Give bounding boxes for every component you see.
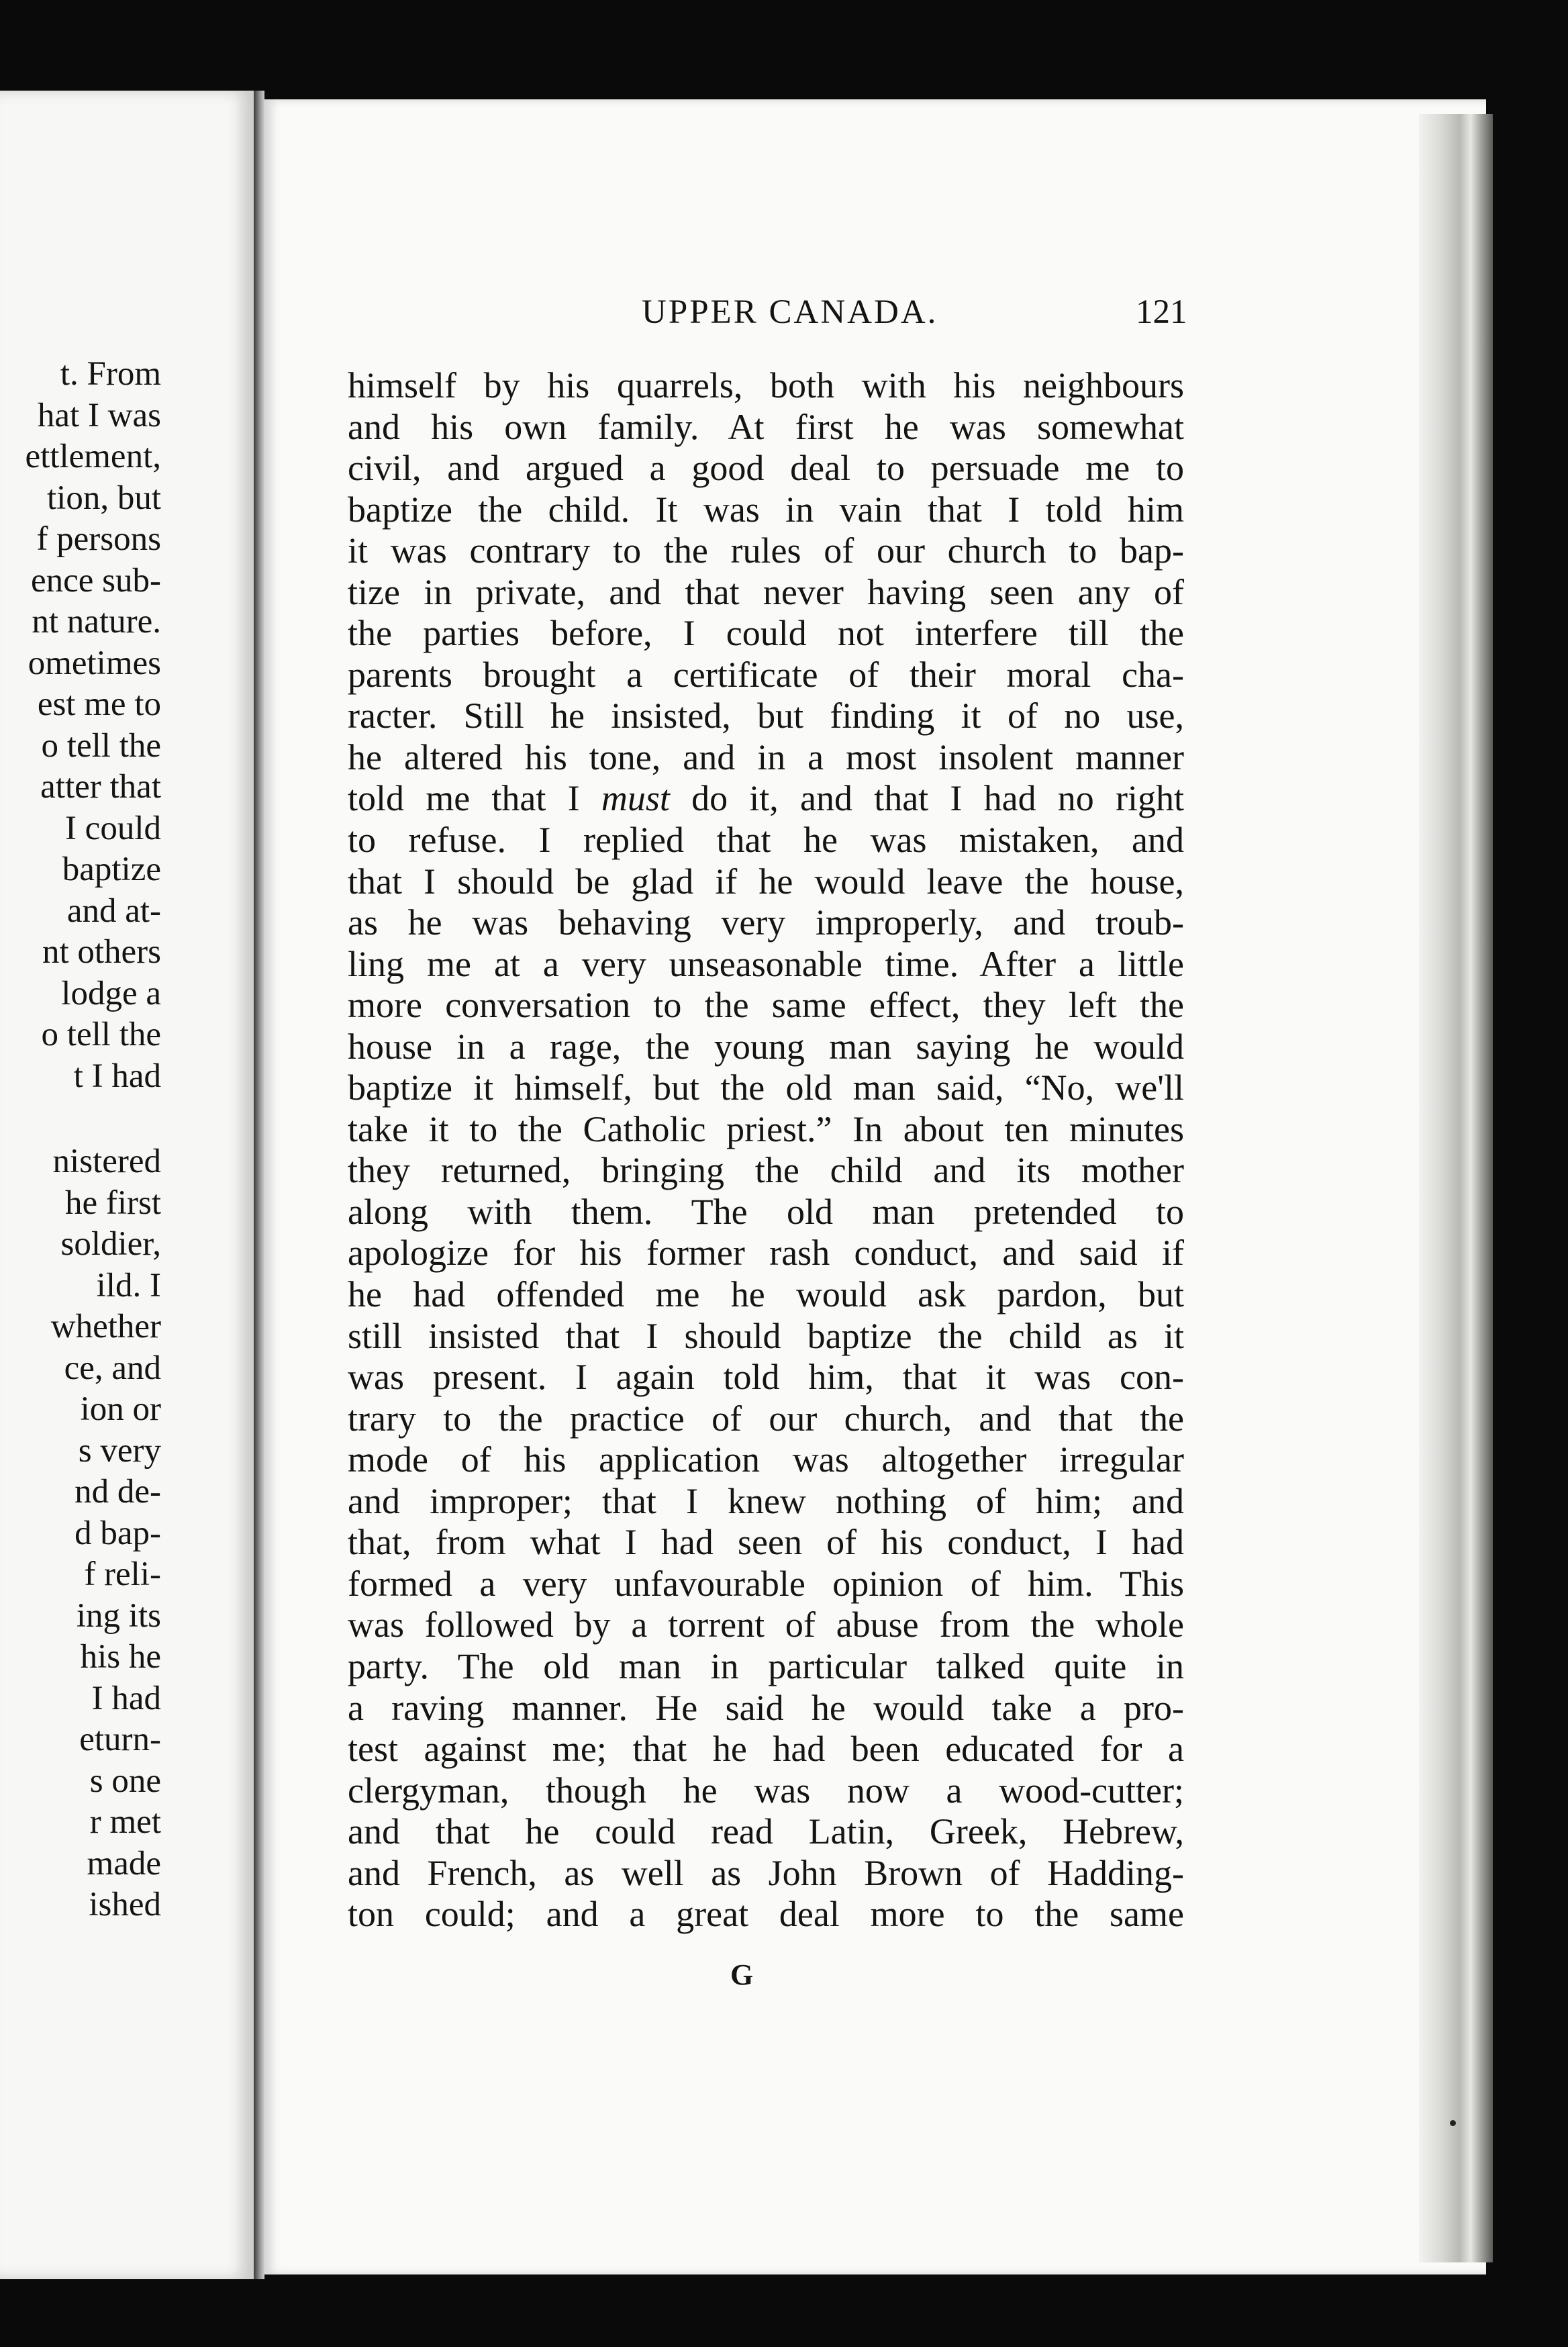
text-line: was present. I again told him, that it was con-	[348, 1357, 1184, 1398]
left-page-line: r met	[89, 1803, 161, 1841]
text-line: that, from what I had seen of his conduct, I had	[348, 1522, 1184, 1563]
text-line: house in a rage, the young man saying he would	[348, 1026, 1184, 1067]
text-line: ton could; and a great deal more to the same	[348, 1894, 1184, 1935]
left-page-line: tion, but	[46, 479, 161, 517]
text-line: as he was behaving very improperly, and troub-	[348, 902, 1184, 943]
text-line: a raving manner. He said he would take a pro-	[348, 1687, 1184, 1728]
text-line: baptize it himself, but the old man said, “No, we'll	[348, 1067, 1184, 1108]
text-line: trary to the practice of our church, and that the	[348, 1398, 1184, 1439]
left-page-line: I had	[91, 1679, 161, 1717]
left-page-line: made	[87, 1844, 161, 1882]
text-line: clergyman, though he was now a wood-cutter;	[348, 1770, 1184, 1811]
left-page-line: eturn-	[79, 1721, 161, 1758]
left-page-line: ished	[89, 1886, 161, 1923]
book-gutter	[254, 91, 264, 2279]
text-line: was followed by a torrent of abuse from the whole	[348, 1604, 1184, 1645]
left-page-line: whether	[50, 1308, 161, 1345]
left-page-line: nt others	[42, 933, 161, 971]
text-line: party. The old man in particular talked quite in	[348, 1645, 1184, 1686]
left-page-line: s very	[78, 1431, 161, 1470]
signature-mark: G	[730, 1958, 754, 1991]
text-line: formed a very unfavourable opinion of him. This	[348, 1563, 1184, 1604]
page-edge	[1419, 114, 1493, 2262]
left-page-line: I could	[64, 809, 161, 847]
text-line: take it to the Catholic priest.” In about ten minutes	[348, 1108, 1184, 1149]
text-line: himself by his quarrels, both with his neighbours	[348, 365, 1184, 405]
text-line: still insisted that I should baptize the child as it	[348, 1315, 1184, 1356]
text-line: more conversation to the same effect, they left the	[348, 985, 1184, 1026]
left-page-line: hat I was	[37, 396, 161, 434]
text-line: tize in private, and that never having seen any of	[348, 571, 1184, 612]
left-page-text	[25, 354, 161, 1926]
body-text	[348, 365, 1184, 1935]
text-line: he altered his tone, and in a most insolent manner	[348, 736, 1184, 777]
text-line: and his own family. At first he was somewhat	[348, 406, 1184, 447]
left-page-line: soldier,	[60, 1225, 161, 1263]
left-page-line: ence sub-	[31, 561, 161, 600]
text-line: they returned, bringing the child and its mother	[348, 1150, 1184, 1191]
text-line: ling me at a very unseasonable time. After a little	[348, 943, 1184, 984]
left-page-line: nistered	[52, 1143, 161, 1180]
left-page	[0, 91, 254, 2279]
page-number: 121	[1136, 293, 1187, 331]
left-page-line: ion or	[80, 1390, 161, 1428]
text-line: told me that I must do it, and that I had no right	[348, 778, 1185, 819]
text-line: to refuse. I replied that he was mistaken, and	[348, 820, 1184, 861]
left-page-line: and at-	[66, 892, 161, 930]
left-page-line: ometimes	[28, 644, 161, 682]
text-line: parents brought a certificate of their moral cha-	[348, 654, 1184, 695]
text-line: baptize the child. It was in vain that I told him	[348, 489, 1184, 530]
text-line: apologize for his former rash conduct, and said if	[348, 1233, 1184, 1274]
text-line: and French, as well as John Brown of Hadding-	[348, 1852, 1184, 1893]
text-line: and that he could read Latin, Greek, Hebrew,	[348, 1811, 1184, 1852]
stray-ink-dot	[1450, 2120, 1456, 2126]
left-page-line: nd de-	[75, 1473, 161, 1511]
text-line: that I should be glad if he would leave the house,	[348, 861, 1184, 902]
left-page-line: ild. I	[96, 1266, 161, 1304]
left-page-line: his he	[80, 1638, 161, 1676]
text-line: racter. Still he insisted, but finding it of no use,	[348, 696, 1184, 736]
text-line: mode of his application was altogether irregular	[348, 1439, 1184, 1480]
left-page-line: atter that	[40, 768, 161, 806]
left-page-line: f reli-	[84, 1555, 161, 1593]
text-line: it was contrary to the rules of our church to bap-	[348, 530, 1184, 571]
left-page-line: lodge a	[61, 974, 161, 1012]
left-page-line: he first	[64, 1184, 161, 1222]
left-page-line: s one	[89, 1762, 161, 1800]
left-page-line: t. From	[60, 355, 161, 393]
left-page-line: ing its	[76, 1596, 161, 1635]
text-line: test against me; that he had been educated for a	[348, 1729, 1184, 1770]
left-page-line: nt nature.	[32, 603, 161, 640]
left-page-line: f persons	[36, 520, 161, 558]
text-line: civil, and argued a good deal to persuade me to	[348, 448, 1184, 489]
left-page-line: d bap-	[75, 1514, 161, 1552]
text-line: he had offended me he would ask pardon, but	[348, 1274, 1184, 1315]
left-page-line: o tell the	[41, 1016, 161, 1053]
left-page-line: ettlement,	[25, 438, 161, 475]
text-line: along with them. The old man pretended to	[348, 1191, 1184, 1232]
running-head: UPPER CANADA.	[642, 293, 938, 331]
left-page-line: o tell the	[41, 726, 161, 765]
left-page-line	[25, 1097, 161, 1141]
left-page-line: est me to	[37, 685, 161, 723]
text-line: the parties before, I could not interfere till the	[348, 613, 1184, 654]
left-page-line: baptize	[62, 851, 161, 888]
left-page-line: t I had	[73, 1057, 161, 1095]
left-page-line: ce, and	[64, 1349, 161, 1387]
text-line: and improper; that I knew nothing of him; and	[348, 1480, 1184, 1521]
